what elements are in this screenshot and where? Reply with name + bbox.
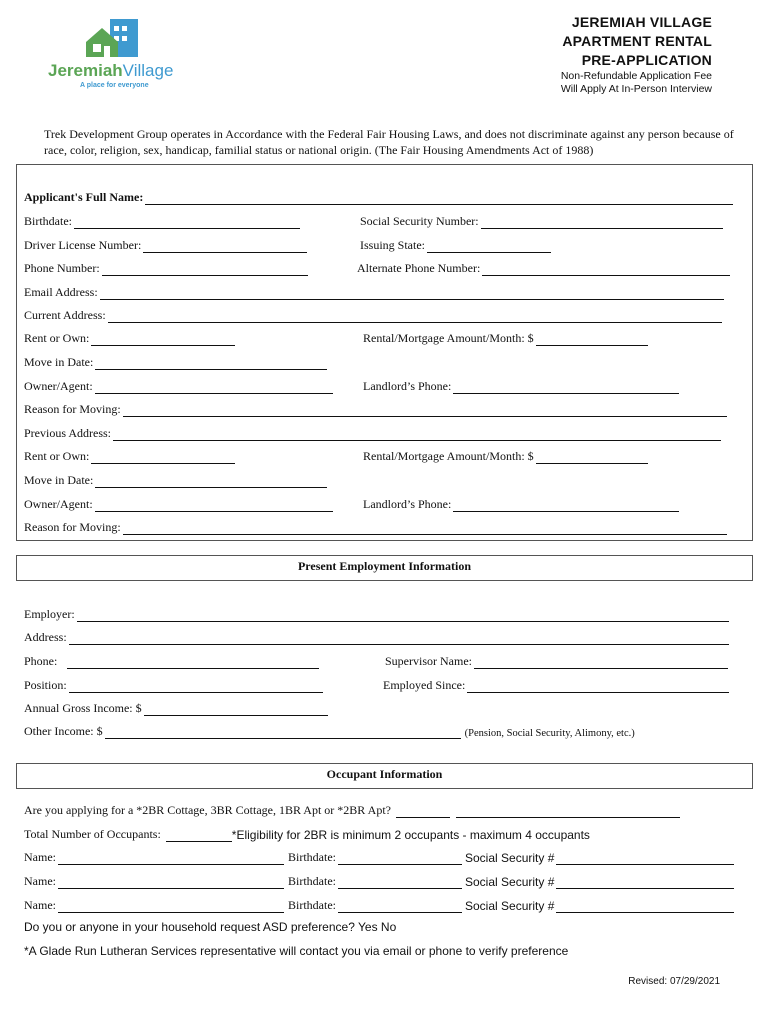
landlord-phone-field-2[interactable]: Landlord’s Phone: [363, 496, 679, 512]
employed-since-field[interactable]: Employed Since: [383, 677, 729, 693]
birthdate-field[interactable]: Birthdate: [24, 213, 300, 229]
employer-address-field[interactable]: Address: [24, 629, 729, 645]
employment-section-header [16, 555, 753, 581]
occupant-section-header [16, 763, 753, 789]
reason-for-moving-field-2[interactable]: Reason for Moving: [24, 519, 727, 535]
other-income-field[interactable]: Other Income: $ (Pension, Social Security, Alimony, etc.) [24, 724, 635, 739]
employer-phone-field[interactable]: Phone: [24, 653, 319, 669]
landlord-phone-field[interactable]: Landlord’s Phone: [363, 378, 679, 394]
rent-amount-field[interactable]: Rental/Mortgage Amount/Month: $ [363, 330, 648, 346]
position-field[interactable]: Position: [24, 677, 323, 693]
ssn-field[interactable]: Social Security Number: [360, 213, 723, 229]
supervisor-name-field[interactable]: Supervisor Name: [385, 653, 728, 669]
email-field[interactable]: Email Address: [24, 284, 724, 300]
alt-phone-field[interactable]: Alternate Phone Number: [357, 260, 730, 276]
page-title: JEREMIAH VILLAGE APARTMENT RENTAL PRE-APPLICATION [562, 14, 712, 68]
rent-or-own-field-2[interactable]: Rent or Own: [24, 448, 235, 464]
owner-agent-field[interactable]: Owner/Agent: [24, 378, 333, 394]
current-address-field[interactable]: Current Address: [24, 307, 722, 323]
eligibility-note: *Eligibility for 2BR is minimum 2 occupants - maximum 4 occupants [231, 828, 590, 842]
move-in-date-field[interactable]: Move in Date: [24, 354, 327, 370]
rent-or-own-field[interactable]: Rent or Own: [24, 330, 235, 346]
employer-field[interactable]: Employer: [24, 606, 729, 622]
gross-income-field[interactable]: Annual Gross Income: $ [24, 700, 328, 716]
occupant-row-2[interactable]: Name: Birthdate: Social Security # [24, 873, 734, 889]
previous-address-field[interactable]: Previous Address: [24, 425, 721, 441]
revised-date: Revised: 07/29/2021 [628, 976, 720, 987]
unit-type-field[interactable]: Are you applying for a *2BR Cottage, 3BR Cottage, 1BR Apt or *2BR Apt? [24, 802, 680, 818]
logo-wordmark: JeremiahVillage [48, 61, 174, 80]
asd-preference-question[interactable]: Do you or anyone in your household request ASD preference? Yes No [24, 920, 397, 934]
employment-section-title: Present Employment Information [297, 559, 472, 573]
owner-agent-field-2[interactable]: Owner/Agent: [24, 496, 333, 512]
asd-verification-note: *A Glade Run Lutheran Services representative will contact you via email or phone to verify preference [24, 944, 569, 958]
driver-license-field[interactable]: Driver License Number: [24, 237, 307, 253]
logo-tagline: A place for everyone [80, 82, 149, 89]
other-income-note: (Pension, Social Security, Alimony, etc.) [464, 728, 635, 739]
total-occupants-field[interactable]: Total Number of Occupants: *Eligibility for 2BR is minimum 2 occupants - maximum 4 occupants [24, 827, 590, 842]
occupant-row-3[interactable]: Name: Birthdate: Social Security # [24, 897, 734, 913]
reason-for-moving-field[interactable]: Reason for Moving: [24, 401, 727, 417]
issuing-state-field[interactable]: Issuing State: [360, 237, 551, 253]
full-name-field[interactable]: Applicant's Full Name: [24, 189, 733, 205]
move-in-date-field-2[interactable]: Move in Date: [24, 472, 327, 488]
fair-housing-statement: Trek Development Group operates in Accordance with the Federal Fair Housing Laws, and does not discriminate against any person because of race, color, religion, sex, handicap, familial status or national origin. (The Fair Housing Amendments Act of 1988) [44, 127, 734, 157]
occupant-section-title: Occupant Information [326, 767, 443, 781]
phone-field[interactable]: Phone Number: [24, 260, 308, 276]
rent-amount-field-2[interactable]: Rental/Mortgage Amount/Month: $ [363, 448, 648, 464]
occupant-row-1[interactable]: Name: Birthdate: Social Security # [24, 849, 734, 865]
fee-note: Non-Refundable Application Fee Will Apply At In-Person Interview [560, 70, 712, 95]
